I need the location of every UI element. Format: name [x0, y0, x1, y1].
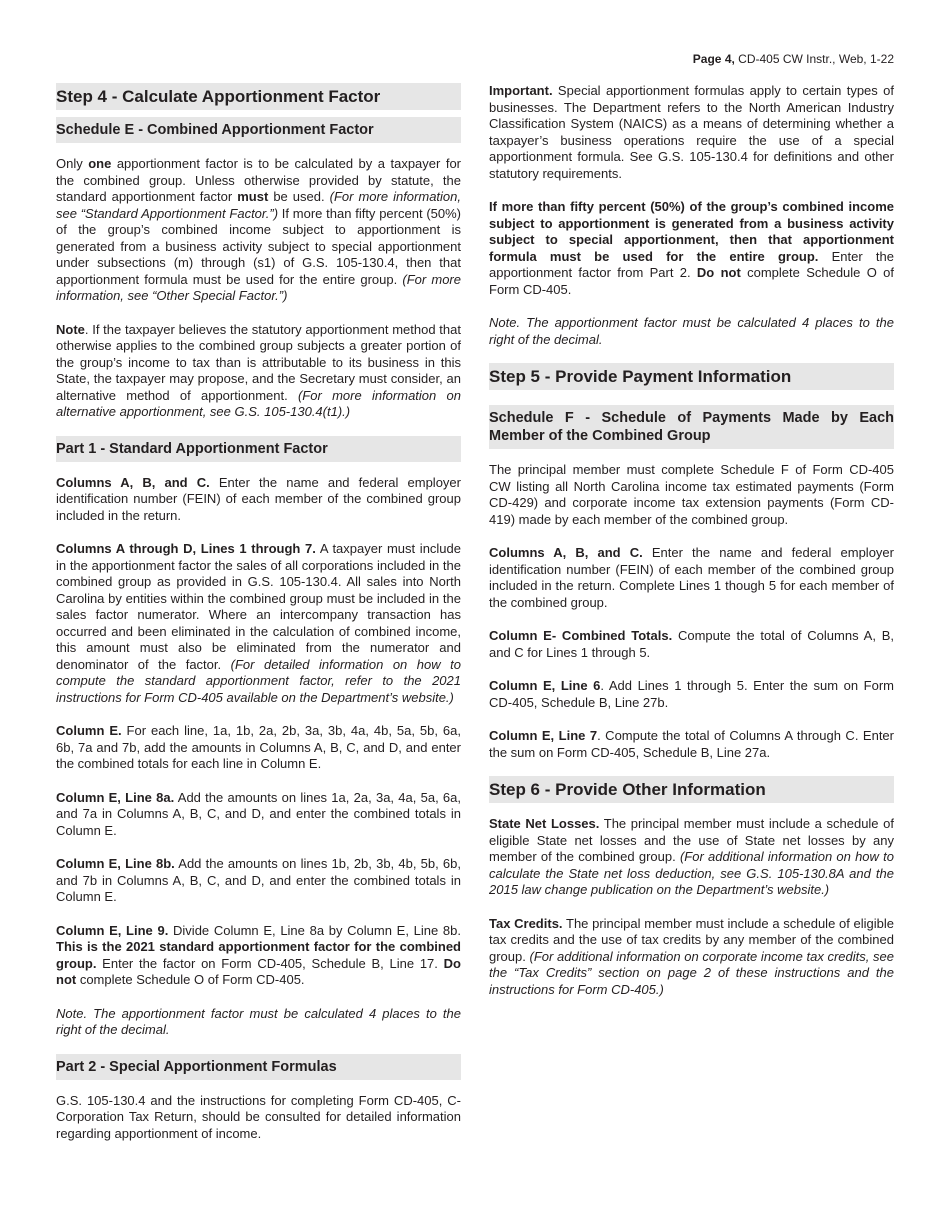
part2-paragraph: G.S. 105-130.4 and the instructions for completing Form CD-405, C-Corporation Tax Return, should be consulted for detailed information regarding apportionment of income. — [56, 1092, 461, 1141]
schedule-f-columns-abc: Columns A, B, and C. Enter the name and federal employer identification number (FEIN) of each member of the combined group included in the return. Complete Lines 1 though 5 for each member of the combined group. — [489, 545, 894, 610]
schedule-e-heading: Schedule E - Combined Apportionment Factor — [56, 117, 461, 143]
schedule-f-column-e-line-7: Column E, Line 7. Compute the total of Columns A through C. Enter the sum on Form CD-405, Schedule B, Line 27a. — [489, 728, 894, 760]
tax-credits-paragraph: Tax Credits. The principal member must include a schedule of eligible tax credits and the use of tax credits by any member of the combined group. (For additional information on corporate income tax credits, see the “Tax Credits” section on page 2 of these instructions and the instructions for Form CD-405.) — [489, 915, 895, 997]
part2-decimal-note: Note. The apportionment factor must be calculated 4 places to the right of the decimal. — [489, 315, 894, 347]
part1-decimal-note: Note. The apportionment factor must be calculated 4 places to the right of the decimal. — [56, 1005, 461, 1037]
step4-heading: Step 4 - Calculate Apportionment Factor — [56, 83, 461, 110]
alternative-apportionment-note: Note. If the taxpayer believes the statutory apportionment method that otherwise applies to the combined group subjects a greater portion of the group’s income to tax than is attributable to its business in this State, the taxpayer may propose, and the Secretary must consider, an alternative method of apportionment. (For more information on alternative apportionment, see G.S. 105-130.4(t1).) — [56, 321, 461, 419]
schedule-f-column-e-totals: Column E- Combined Totals. Compute the total of Columns A, B, and C for Lines 1 through 5. — [489, 628, 894, 660]
part1-column-e-line-8a: Column E, Line 8a. Add the amounts on lines 1a, 2a, 3a, 4a, 5a, 6a, and 7a in Columns A, B, C, and D, and enter the combined totals in Column E. — [56, 789, 462, 838]
step6-heading: Step 6 - Provide Other Information — [489, 776, 894, 803]
state-net-losses-paragraph: State Net Losses. The principal member must include a schedule of eligible State net losses and the use of State net losses by any member of the combined group. (For additional information on how to calculate the State net loss deduction, see G.S. 105-130.8A and the 2015 law change publication on the Department’s website.) — [489, 816, 894, 897]
part1-column-e-line-8b: Column E, Line 8b. Add the amounts on lines 1b, 2b, 3b, 4b, 5b, 6b, and 7b in Columns A, B, C, and D, and enter the combined totals in Column E. — [56, 856, 461, 904]
important-paragraph: Important. Special apportionment formulas apply to certain types of businesses. The Department refers to the North American Industry Classification System (NAICS) as a means of determining whether a taxpayer’s business operations require the use of a special apportionment formula. See G.S. 105-130.4 for definitions and other statutory requirements. — [489, 83, 894, 181]
page-number: Page 4, — [692, 52, 735, 66]
schedule-f-heading: Schedule F - Schedule of Payments Made by Each Member of the Combined Group — [489, 405, 894, 449]
right-column — [489, 83, 894, 998]
page-header — [693, 52, 894, 66]
step5-heading: Step 5 - Provide Payment Information — [489, 363, 894, 390]
schedule-f-paragraph: The principal member must complete Schedule F of Form CD-405 CW listing all North Carolina income tax estimated payments (Form CD-429) and corporate income tax extension payments (Form CD-419) made by each member of the combined group. — [489, 462, 894, 527]
left-column — [56, 83, 461, 1142]
part1-heading: Part 1 - Standard Apportionment Factor — [56, 436, 461, 462]
document-reference: CD-405 CW Instr., Web, 1-22 — [734, 52, 894, 66]
schedule-e-paragraph: Only one apportionment factor is to be calculated by a taxpayer for the combined group. Unless otherwise provided by statute, the standard apportionment factor must be used. (For more information, see “Standard Apportionment Factor.”) If more than fifty percent (50%) of the group’s combined income subject to apportionment is generated from a business activity subject to special apportionment under subsections (m) through (s1) of G.S. 105-130.4, then that apportionment formula must be used for the entire group. (For more information, see “Other Special Factor.”) — [56, 156, 461, 303]
part1-column-e-line-9: Column E, Line 9. Divide Column E, Line 8a by Column E, Line 8b. This is the 2021 standard apportionment factor for the combined group. Enter the factor on Form CD-405, Schedule B, Line 17. Do not complete Schedule O of Form CD-405. — [56, 922, 461, 987]
part1-column-e: Column E. For each line, 1a, 1b, 2a, 2b, 3a, 3b, 4a, 4b, 5a, 5b, 6a, 6b, 7a and 7b, add the amounts in Columns A, B, C, and D, and enter the combined totals for each line in Column E. — [56, 723, 461, 771]
part2-heading: Part 2 - Special Apportionment Formulas — [56, 1054, 461, 1080]
part1-columns-abc: Columns A, B, and C. Enter the name and federal employer identification number (FEIN) of each member of the combined group included in the return. — [56, 474, 461, 523]
part1-columns-a-d: Columns A through D, Lines 1 through 7. A taxpayer must include in the apportionment factor the sales of all corporations included in the combined group as provided in G.S. 105-130.4. All sales into North Carolina by entities within the combined group must be included in the sales factor numerator. Where an intercompany transaction has occurred and been eliminated in the calculation of combined income, this amount must also be eliminated from the numerator and denominator of the factor. (For detailed information on how to compute the standard apportionment factor, refer to the 2021 instructions for Form CD-405 available on the Department’s website.) — [56, 541, 462, 705]
schedule-f-column-e-line-6: Column E, Line 6. Add Lines 1 through 5. Enter the sum on Form CD-405, Schedule B, Line 27b. — [489, 678, 894, 710]
fifty-percent-paragraph: If more than fifty percent (50%) of the group’s combined income subject to apportionment is generated from a business activity subject to special apportionment, then that apportionment formula must be used for the entire group. Enter the apportionment factor from Part 2. Do not complete Schedule O of Form CD-405. — [489, 199, 894, 297]
